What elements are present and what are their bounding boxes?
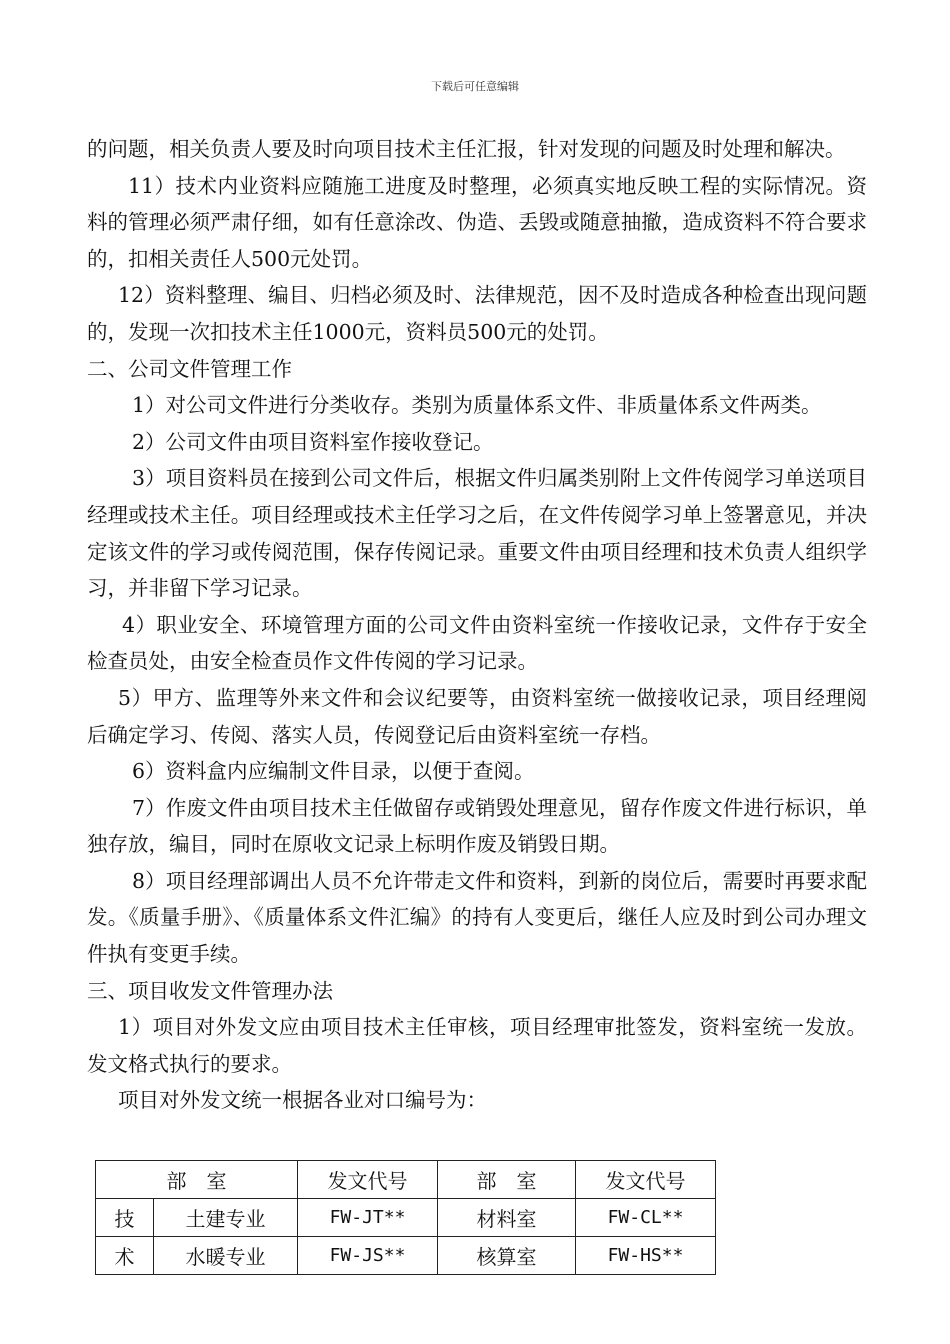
table-row — [96, 1199, 716, 1237]
paragraph: 4）职业安全、环境管理方面的公司文件由资料室统一作接收记录，文件存于安全检查员处，由安全检查员作文件传阅的学习记录。 — [87, 612, 867, 674]
table-row — [96, 1237, 716, 1275]
table-header-cell: 发文代号 — [576, 1161, 716, 1199]
group-label-cell: 术 — [96, 1237, 154, 1275]
paragraph: 8）项目经理部调出人员不允许带走文件和资料，到新的岗位后，需要时再要求配发。《质量手册》、《质量体系文件汇编》的持有人变更后，继任人应及时到公司办理文件执有变更手续。 — [87, 868, 867, 967]
table-header-cell: 部 室 — [96, 1161, 298, 1199]
table-cell: 土建专业 — [154, 1199, 298, 1237]
dispatch-code-table — [95, 1160, 716, 1275]
group-label-cell: 技 — [96, 1199, 154, 1237]
page-header: 下载后可任意编辑 — [431, 80, 519, 93]
paragraph: 12）资料整理、编目、归档必须及时、法律规范，因不及时造成各种检查出现问题的，发现一次扣技术主任1000元，资料员500元的处罚。 — [87, 283, 867, 344]
table-cell: 核算室 — [438, 1237, 576, 1275]
paragraph: 6）资料盒内应编制文件目录，以便于查阅。 — [132, 759, 535, 784]
paragraph: 11）技术内业资料应随施工进度及时整理，必须真实地反映工程的实际情况。资料的管理必须严肃仔细，如有任意涂改、伪造、丢毁或随意抽撤，造成资料不符合要求的，扣相关责任人500元处罚。 — [87, 173, 867, 271]
paragraph: 项目对外发文统一根据各业对口编号为： — [118, 1088, 487, 1113]
table-header-cell: 部 室 — [438, 1161, 576, 1199]
section-heading: 二、公司文件管理工作 — [87, 356, 292, 381]
table-cell: FW-CL** — [576, 1199, 716, 1237]
table-cell: FW-HS** — [576, 1237, 716, 1275]
table-cell: FW-JS** — [298, 1237, 438, 1275]
section-heading: 三、项目收发文件管理办法 — [87, 978, 333, 1003]
paragraph: 2）公司文件由项目资料室作接收登记。 — [132, 429, 494, 454]
paragraph: 7）作废文件由项目技术主任做留存或销毁处理意见，留存作废文件进行标识，单独存放，编目，同时在原收文记录上标明作废及销毁日期。 — [87, 795, 867, 857]
table-cell: 材料室 — [438, 1199, 576, 1237]
table-cell: FW-JT** — [298, 1199, 438, 1237]
paragraph: 的问题，相关负责人要及时向项目技术主任汇报，针对发现的问题及时处理和解决。 — [87, 137, 846, 161]
paragraph: 1）项目对外发文应由项目技术主任审核，项目经理审批签发，资料室统一发放。发文格式执行的要求。 — [87, 1015, 867, 1076]
paragraph: 3）项目资料员在接到公司文件后，根据文件归属类别附上文件传阅学习单送项目经理或技术主任。项目经理或技术主任学习之后，在文件传阅学习单上签署意见，并决定该文件的学习或传阅范围，保存传阅记录。重要文件由项目经理和技术负责人组织学习，并非留下学习记录。 — [87, 466, 867, 601]
table-cell: 水暖专业 — [154, 1237, 298, 1275]
table-header-cell: 发文代号 — [298, 1161, 438, 1199]
paragraph: 1）对公司文件进行分类收存。类别为质量体系文件、非质量体系文件两类。 — [132, 393, 822, 418]
document-body — [87, 131, 867, 1119]
paragraph: 5）甲方、监理等外来文件和会议纪要等，由资料室统一做接收记录，项目经理阅后确定学习、传阅、落实人员，传阅登记后由资料室统一存档。 — [87, 685, 867, 747]
table-header-row — [96, 1161, 716, 1199]
